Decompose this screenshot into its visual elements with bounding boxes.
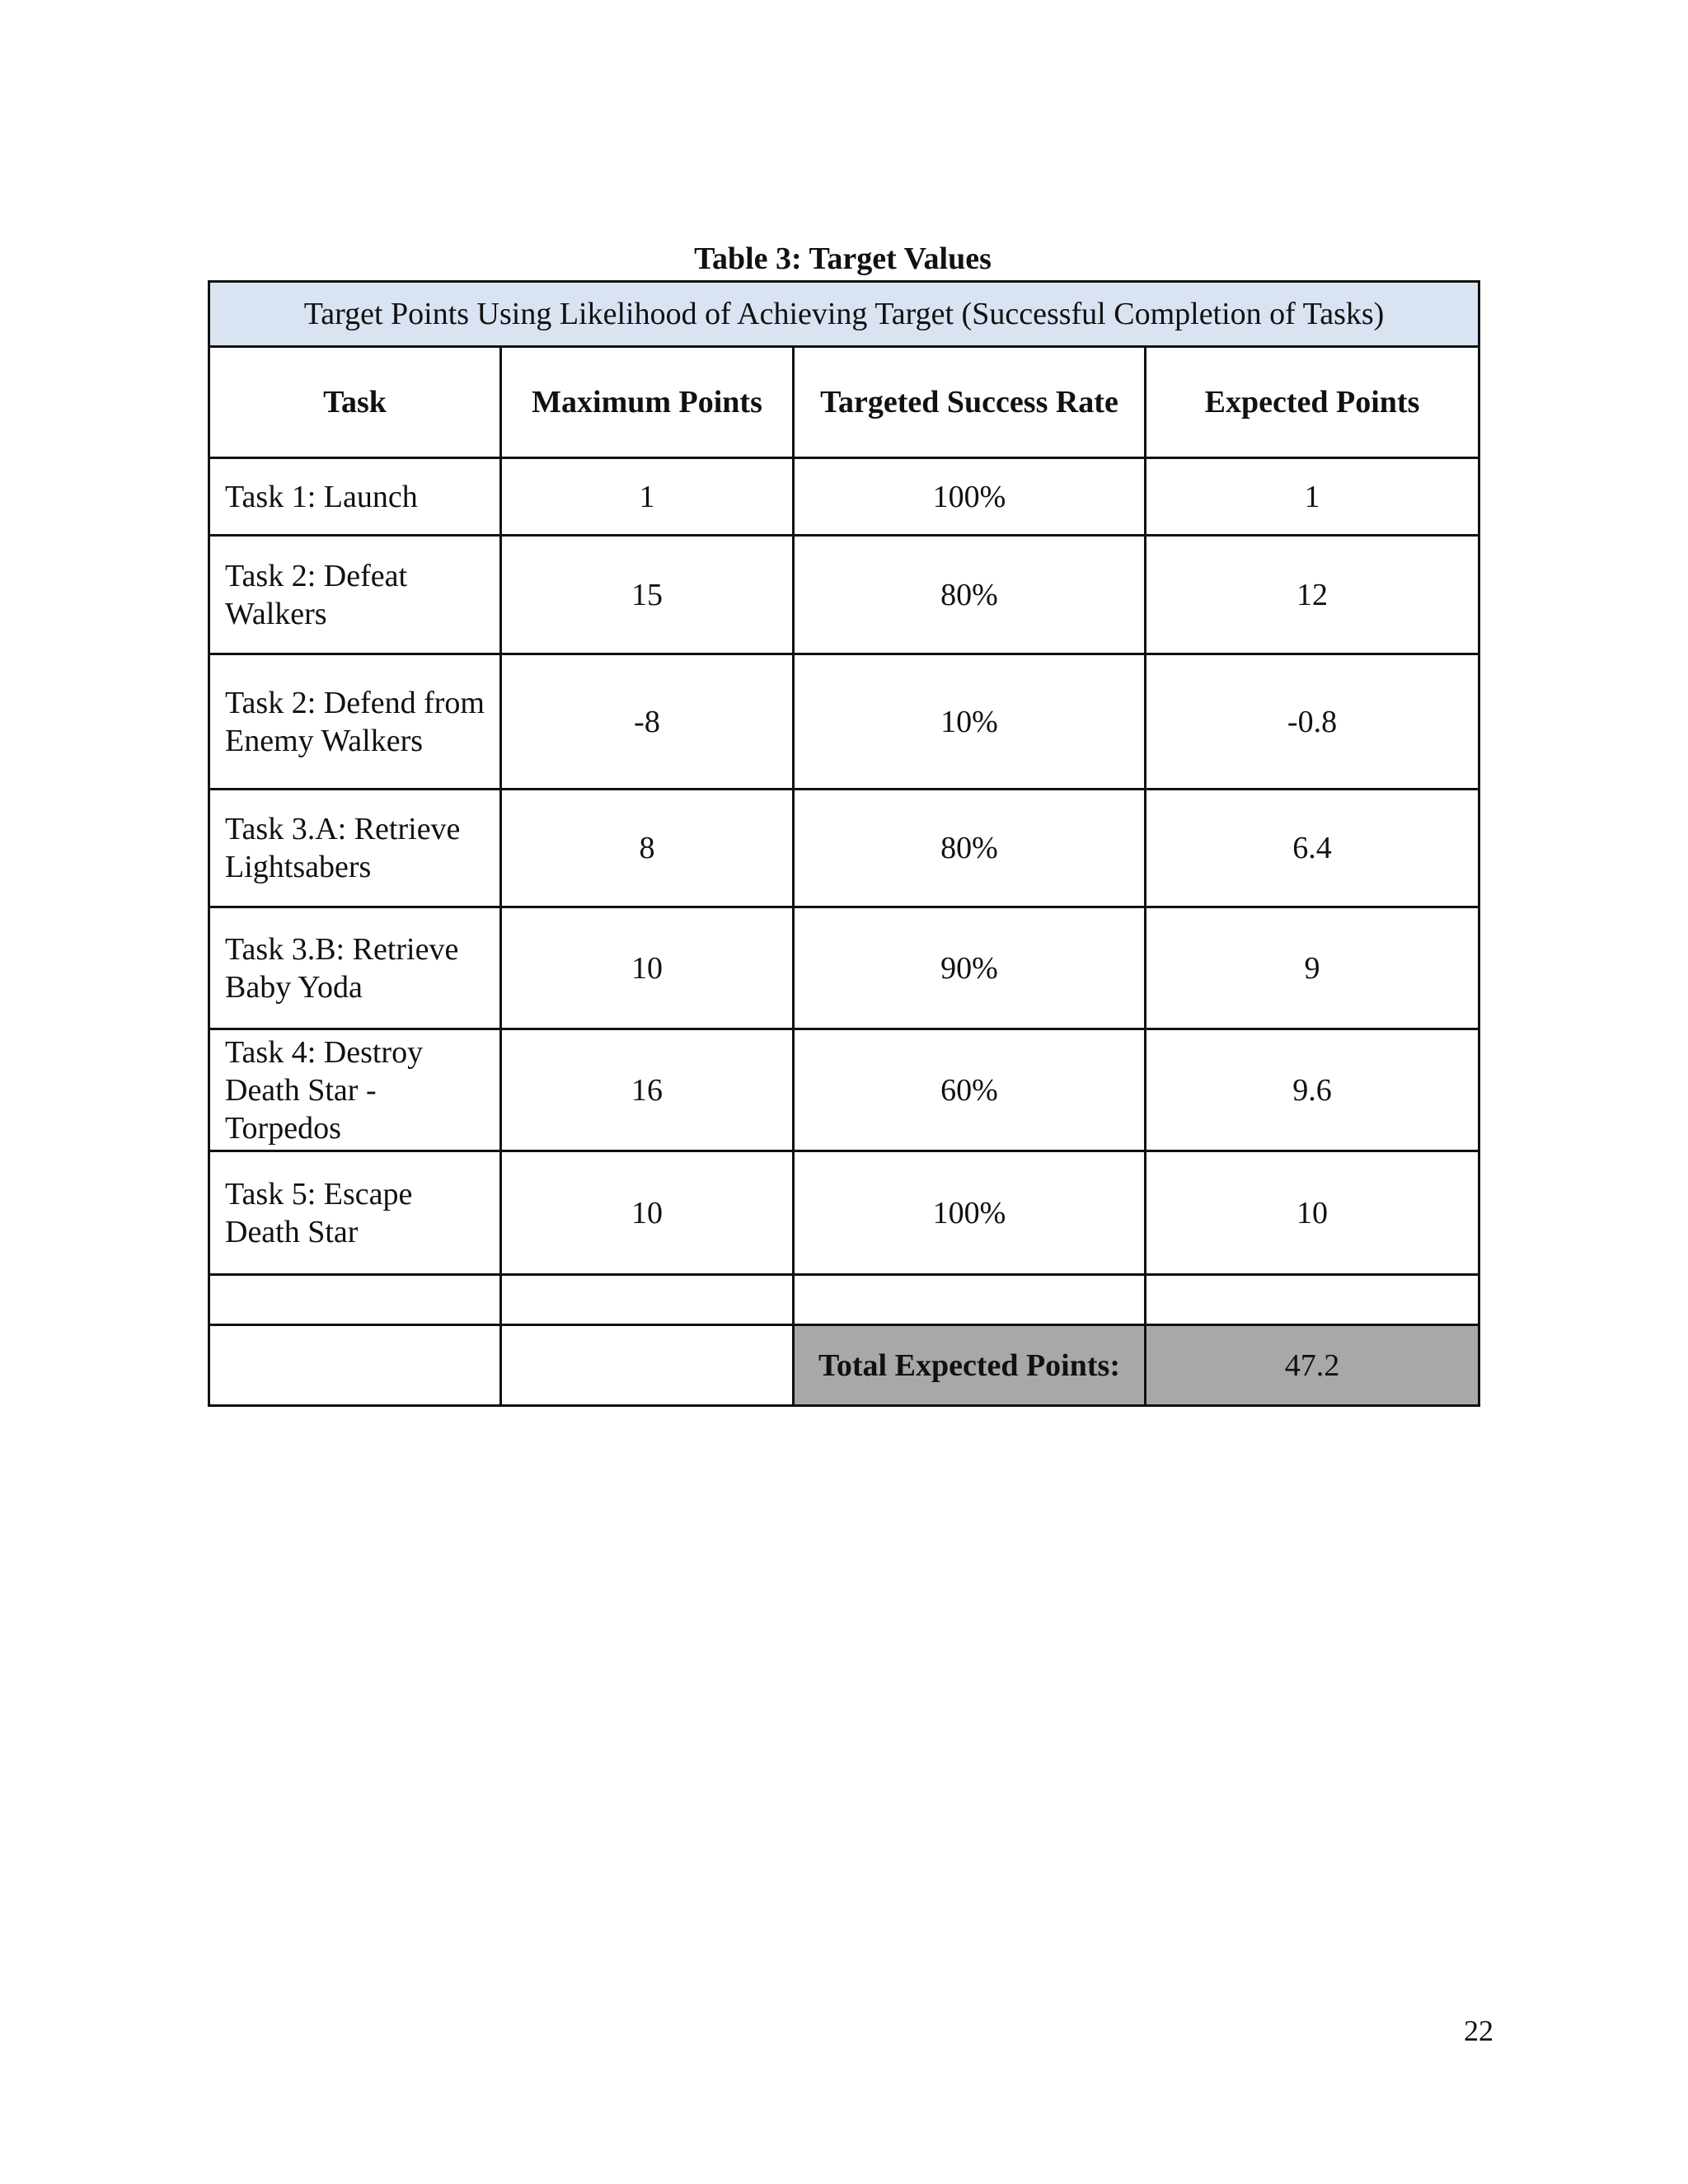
column-header-expected-points: Expected Points	[1146, 347, 1479, 458]
empty-cell	[1146, 1275, 1479, 1325]
task-cell: Task 3.A: Retrieve Lightsabers	[209, 790, 501, 907]
table-banner: Target Points Using Likelihood of Achieving Target (Successful Completion of Tasks)	[209, 282, 1479, 347]
task-cell: Task 2: Defeat Walkers	[209, 536, 501, 654]
table-row	[209, 907, 1479, 1029]
column-header-targeted-success-rate: Targeted Success Rate	[794, 347, 1146, 458]
table-row	[209, 536, 1479, 654]
max-points-cell: 10	[501, 1151, 794, 1275]
empty-row	[209, 1275, 1479, 1325]
expected-points-cell: 9.6	[1146, 1029, 1479, 1151]
column-header-maximum-points: Maximum Points	[501, 347, 794, 458]
max-points-cell: 10	[501, 907, 794, 1029]
task-cell: Task 3.B: Retrieve Baby Yoda	[209, 907, 501, 1029]
empty-cell	[209, 1325, 501, 1406]
expected-points-cell: 6.4	[1146, 790, 1479, 907]
column-header-task: Task	[209, 347, 501, 458]
task-cell: Task 2: Defend from Enemy Walkers	[209, 654, 501, 790]
task-cell: Task 5: Escape Death Star	[209, 1151, 501, 1275]
total-row	[209, 1325, 1479, 1406]
success-rate-cell: 80%	[794, 536, 1146, 654]
total-expected-points-value: 47.2	[1146, 1325, 1479, 1406]
success-rate-cell: 100%	[794, 1151, 1146, 1275]
success-rate-cell: 10%	[794, 654, 1146, 790]
max-points-cell: 8	[501, 790, 794, 907]
table-row	[209, 458, 1479, 536]
success-rate-cell: 80%	[794, 790, 1146, 907]
table-caption: Table 3: Target Values	[694, 241, 992, 276]
table-header-row	[209, 347, 1479, 458]
task-cell: Task 4: Destroy Death Star - Torpedos	[209, 1029, 501, 1151]
max-points-cell: 15	[501, 536, 794, 654]
table-banner-row	[209, 282, 1479, 347]
success-rate-cell: 90%	[794, 907, 1146, 1029]
expected-points-cell: 1	[1146, 458, 1479, 536]
task-cell: Task 1: Launch	[209, 458, 501, 536]
expected-points-cell: -0.8	[1146, 654, 1479, 790]
success-rate-cell: 100%	[794, 458, 1146, 536]
expected-points-cell: 10	[1146, 1151, 1479, 1275]
max-points-cell: 16	[501, 1029, 794, 1151]
empty-cell	[501, 1275, 794, 1325]
table-row	[209, 1151, 1479, 1275]
total-expected-points-label: Total Expected Points:	[794, 1325, 1146, 1406]
max-points-cell: -8	[501, 654, 794, 790]
expected-points-cell: 12	[1146, 536, 1479, 654]
expected-points-cell: 9	[1146, 907, 1479, 1029]
target-values-table	[208, 280, 1480, 1407]
page-number: 22	[1464, 2014, 1493, 2047]
success-rate-cell: 60%	[794, 1029, 1146, 1151]
empty-cell	[794, 1275, 1146, 1325]
table-row	[209, 654, 1479, 790]
max-points-cell: 1	[501, 458, 794, 536]
empty-cell	[209, 1275, 501, 1325]
table-row	[209, 1029, 1479, 1151]
table-row	[209, 790, 1479, 907]
empty-cell	[501, 1325, 794, 1406]
